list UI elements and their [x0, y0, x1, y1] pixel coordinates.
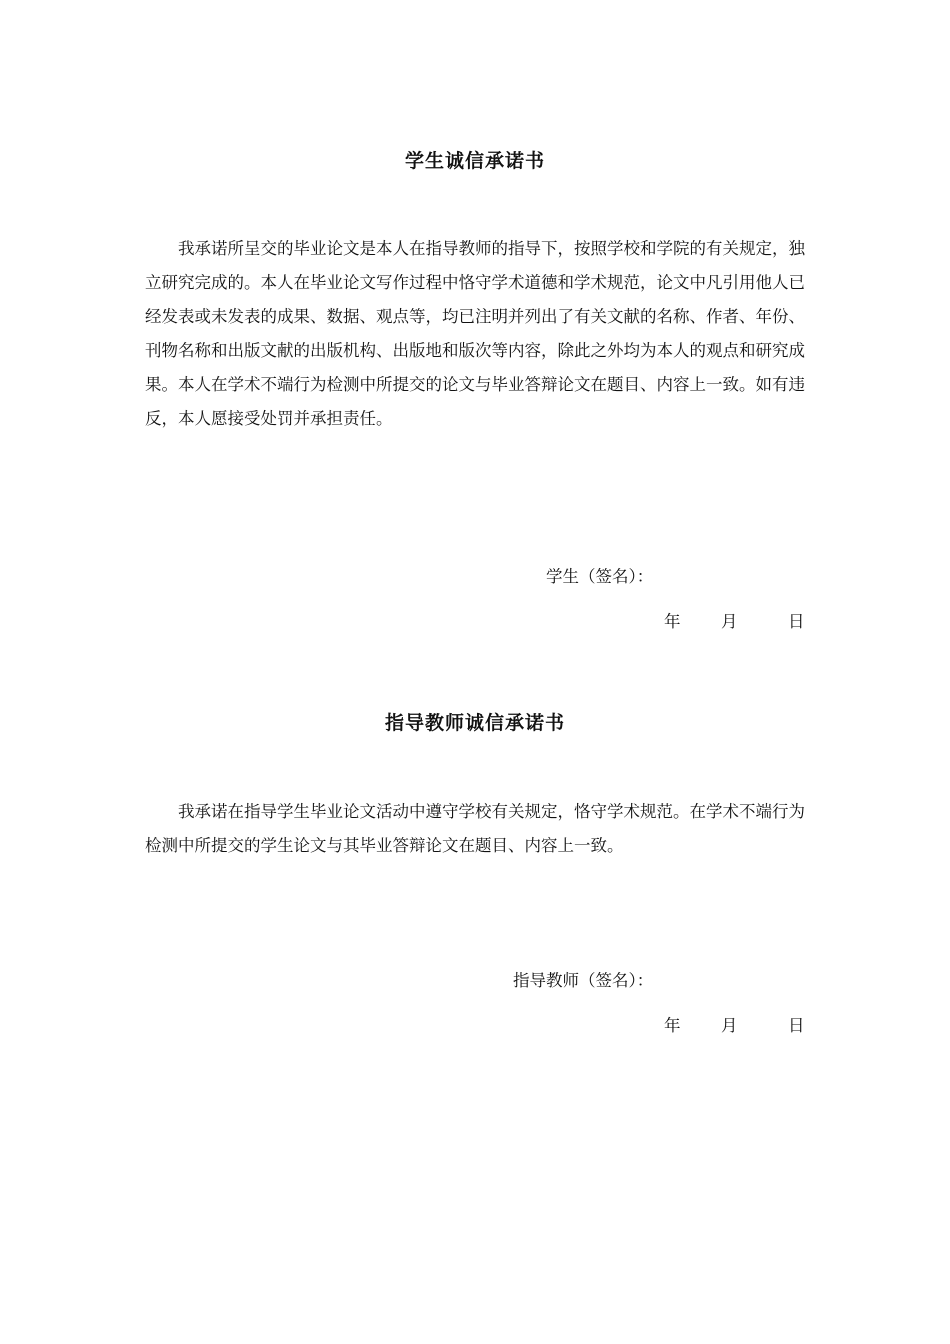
student-date-month: 月	[721, 612, 738, 631]
advisor-pledge-body: 我承诺在指导学生毕业论文活动中遵守学校有关规定，恪守学术规范。在学术不端行为检测中所提交的学生论文与其毕业答辩论文在题目、内容上一致。	[145, 802, 805, 855]
student-date-day: 日	[788, 612, 805, 631]
advisor-date-line	[0, 1012, 950, 1036]
advisor-signature-label: 指导教师（签名）：	[513, 971, 654, 990]
student-date-line	[0, 608, 950, 632]
student-pledge-body: 我承诺所呈交的毕业论文是本人在指导教师的指导下，按照学校和学院的有关规定，独立研究完成的。本人在毕业论文写作过程中恪守学术道德和学术规范，论文中凡引用他人已经发表或未发表的成果、数据、观点等，均已注明并列出了有关文献的名称、作者、年份、刊物名称和出版文献的出版机构、出版地和版次等内容，除此之外均为本人的观点和研究成果。本人在学术不端行为检测中所提交的论文与毕业答辩论文在题目、内容上一致。如有违反，本人愿接受处罚并承担责任。	[145, 239, 805, 428]
student-date-year: 年	[664, 612, 681, 631]
advisor-pledge-title: 指导教师诚信承诺书	[384, 712, 565, 734]
advisor-date-month: 月	[721, 1016, 738, 1035]
advisor-date-year: 年	[664, 1016, 681, 1035]
advisor-date-day: 日	[788, 1016, 805, 1035]
student-pledge-title: 学生诚信承诺书	[404, 150, 545, 172]
student-signature-label: 学生（签名）：	[546, 567, 654, 586]
